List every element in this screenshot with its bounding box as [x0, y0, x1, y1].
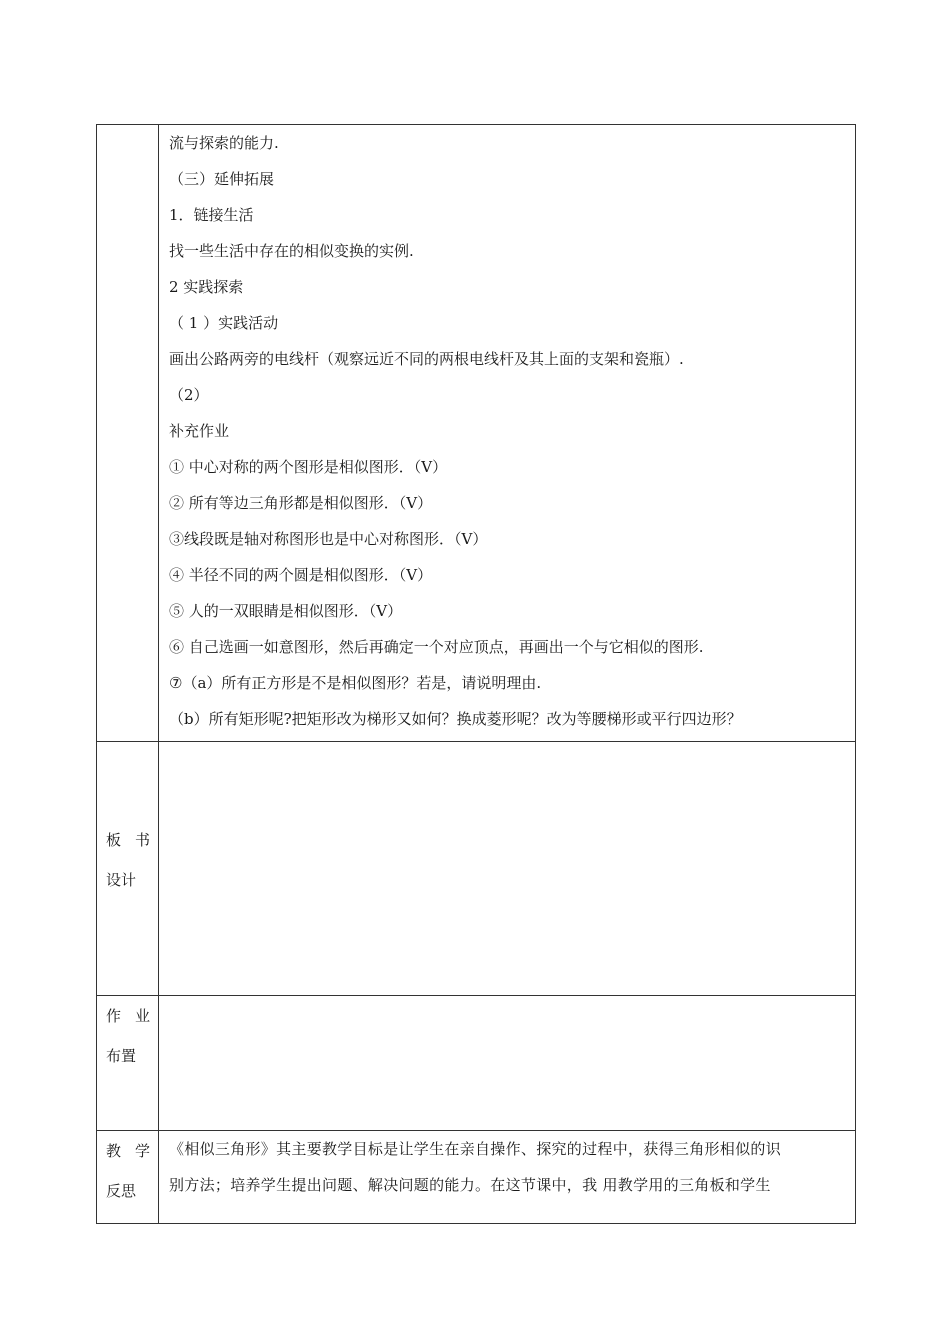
reflection-label-cell — [97, 1131, 165, 1224]
board-design-label-cell — [97, 742, 165, 996]
lesson-line: ⑤ 人的一双眼睛是相似图形．（V） — [169, 602, 403, 620]
reflection-label: 教学 — [106, 1142, 165, 1160]
board-design-label: 设计 — [106, 871, 137, 889]
board-design-label: 板书 — [106, 831, 165, 849]
lesson-line: 找一些生活中存在的相似变换的实例. — [169, 242, 414, 260]
lesson-content-cell — [159, 125, 856, 742]
lesson-content-label-cell — [97, 125, 159, 742]
lesson-line: ⑥ 自己选画一如意图形，然后再确定一个对应顶点，再画出一个与它相似的图形. — [169, 638, 704, 656]
lesson-line: ④ 半径不同的两个圆是相似图形．（V） — [169, 566, 433, 584]
lesson-line: （b）所有矩形呢?把矩形改为梯形又如何？换成菱形呢？改为等腰梯形或平行四边形？ — [169, 710, 742, 728]
lesson-line: 画出公路两旁的电线杆（观察远近不同的两根电线杆及其上面的支架和瓷瓶）. — [169, 350, 684, 368]
homework-label: 布置 — [106, 1047, 137, 1065]
lesson-content-row — [97, 125, 856, 742]
homework-cell — [159, 996, 856, 1131]
board-design-cell — [159, 742, 856, 996]
reflection-cell — [159, 1131, 856, 1224]
lesson-line: 1．链接生活 — [169, 206, 254, 224]
reflection-label: 反思 — [106, 1182, 137, 1200]
homework-label: 作业 — [106, 1007, 165, 1025]
lesson-line: （ 1 ）实践活动 — [169, 314, 279, 332]
reflection-line: 别方法；培养学生提出问题、解决问题的能力。在这节课中，我 用教学用的三角板和学生 — [169, 1176, 771, 1194]
lesson-plan-table — [96, 124, 856, 1224]
lesson-line: ② 所有等边三角形都是相似图形．（V） — [169, 494, 433, 512]
lesson-line: 补充作业 — [169, 422, 230, 440]
lesson-line: ⑦（a）所有正方形是不是相似图形？若是，请说明理由. — [169, 674, 542, 692]
lesson-line: （2） — [169, 386, 209, 404]
lesson-line: ③线段既是轴对称图形也是中心对称图形．（V） — [169, 530, 488, 548]
reflection-line: 《相似三角形》其主要教学目标是让学生在亲自操作、探究的过程中，获得三角形相似的识 — [169, 1140, 782, 1158]
homework-label-cell — [97, 996, 165, 1131]
lesson-line: ① 中心对称的两个图形是相似图形．（V） — [169, 458, 448, 476]
board-design-row — [97, 742, 856, 996]
lesson-line: 2 实践探索 — [169, 278, 244, 296]
lesson-line: （三）延伸拓展 — [169, 170, 275, 188]
reflection-row — [97, 1131, 856, 1224]
lesson-line: 流与探索的能力. — [169, 134, 279, 152]
homework-row — [97, 996, 856, 1131]
